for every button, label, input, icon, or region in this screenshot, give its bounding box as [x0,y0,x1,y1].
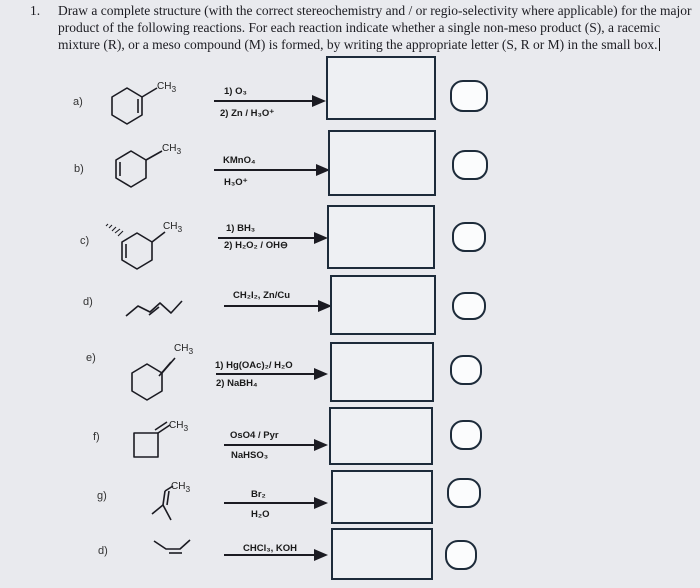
row-label-d2: d) [98,545,108,557]
methyl-label-e: $CH_3$ [174,343,194,356]
letter-box-f[interactable] [450,420,482,450]
reagent-c-line1: 1) BH₃ [226,223,256,234]
structure-d2-alkene [154,540,190,553]
methyl-label-b: $CH_3$ [162,143,182,156]
row-label-e: e) [86,352,96,364]
reagent-d2-line1: CHCl₃, KOH [243,543,298,554]
reagent-g-line1: Br₂ [251,489,266,500]
reagent-e-line2: 2) NaBH₄ [216,378,258,389]
row-label-c: c) [80,235,90,247]
answer-box-f[interactable] [329,407,433,465]
letter-box-b[interactable] [452,150,488,180]
answer-box-g[interactable] [331,470,433,524]
question-prompt [30,2,698,53]
structure-f-cyclobutane [134,422,170,457]
reagent-e-line1: 1) Hg(OAc)₂/ H₂O [215,360,293,371]
structure-d-alkene [126,301,182,316]
reagent-b-line2: H₃O⁺ [224,177,248,188]
answer-box-c[interactable] [327,205,435,269]
answer-box-b[interactable] [328,130,436,196]
answer-box-e[interactable] [330,342,434,402]
answer-box-a[interactable] [326,56,436,120]
reagent-a-line2: 2) Zn / H₃O⁺ [220,108,275,119]
methyl-label-f: $CH_3$ [169,420,189,433]
methyl-label-c: $CH_3$ [163,221,183,234]
letter-box-a[interactable] [450,80,488,112]
answer-box-d2[interactable] [331,528,433,580]
structure-e-cyclohexane [132,358,175,400]
letter-box-d2[interactable] [445,540,477,570]
methyl-label-g: $CH_3$ [171,481,191,494]
reagent-g-line2: H₂O [251,509,270,520]
reagent-f-line1: OsO4 / Pyr [230,430,279,441]
reagent-f-line2: NaHSO₃ [231,450,269,461]
reagent-b-line1: KMnO₄ [223,155,256,166]
row-label-b: b) [74,163,84,175]
letter-box-d[interactable] [452,292,486,320]
reagent-a-line1: 1) O₃ [224,86,247,97]
reagent-c-line2: 2) H₂O₂ / OH⊖ [224,240,288,251]
row-label-d: d) [83,296,93,308]
reagent-d-line1: CH₂I₂, Zn/Cu [233,290,290,301]
question-number: 1. [30,3,41,18]
structure-b-methylcyclohexene [116,151,162,187]
row-label-a: a) [73,96,83,108]
row-label-f: f) [93,431,100,443]
row-label-g: g) [97,490,107,502]
structure-c-cyclohexene [106,224,165,269]
methyl-label-a: $CH_3$ [157,81,177,94]
structure-g-alkene [152,486,173,520]
letter-box-e[interactable] [450,355,482,385]
question-text: Draw a complete structure (with the correct stereochemistry and / or regio-selectivity where applicable) for the major product of the following reactions. For each reaction indicate whether a single non-meso product (S), a racemic mixture (R), or a meso compound (M) is formed, by writing the appropriate letter (S, R or M) in the small box. [58,3,692,52]
letter-box-g[interactable] [447,478,481,508]
letter-box-c[interactable] [452,222,486,252]
structure-a-methylcyclohexene [112,88,157,124]
text-cursor [659,38,660,51]
answer-box-d[interactable] [330,275,436,335]
